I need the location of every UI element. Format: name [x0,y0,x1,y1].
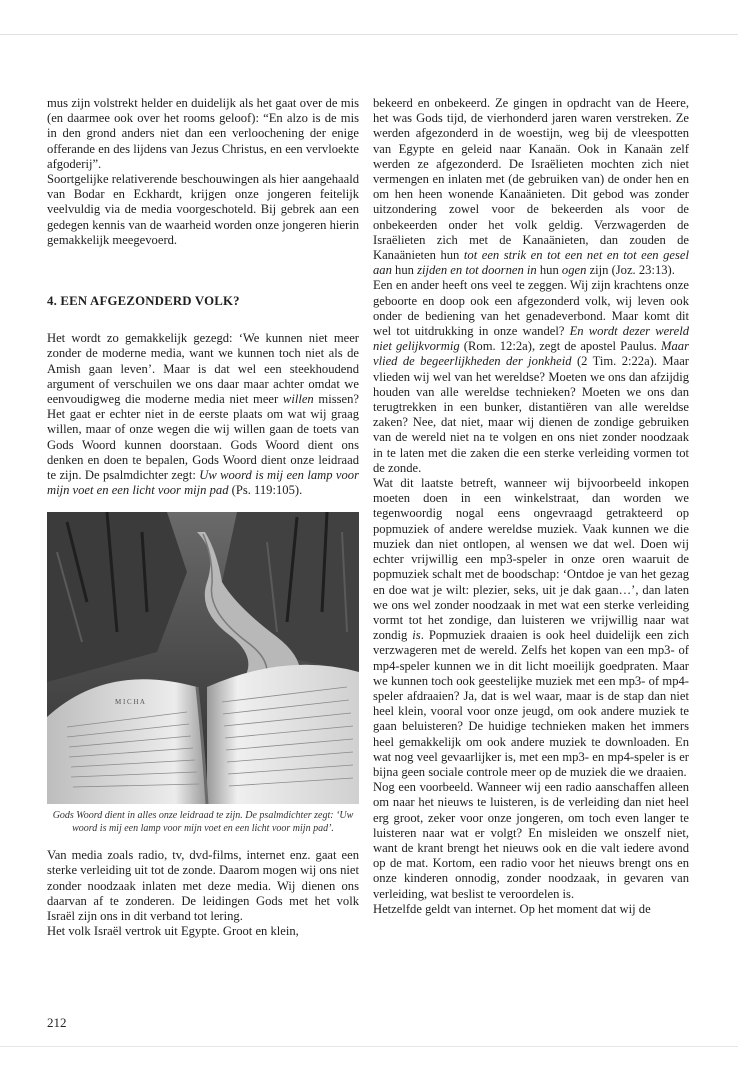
top-rule [0,34,738,35]
right-column [373,96,689,917]
paragraph: Wat dit laatste betreft, wanneer wij bijvoorbeeld inkopen moeten doen in een winkelstraat, dan worden we tegenwoordig nogal eens ongevraagd getrakteerd op popmuziek of andere wereldse muziek. Vaak kunnen we die muziek dan niet ontlopen, al wensen we dat wel. Doen wij echter vrijwillig een mp3-speler in onze oren waaruit de popmuziek schalt met de boodschap: ‘Ontdoe je van het gezag en doe wat je wilt: plezier, seks, uit je dak gaan…’, dan laten we ons wel zonder noodzaak in met wat een sterke verleiding vormt tot het zondige, dan luisteren we vrijwillig naar wat zondig is. Popmuziek draaien is ook heel duidelijk een zich verzwageren met de wereld. Zelfs het kopen van een mp3- of mp4-speler kunnen we in dit licht moeilijk goedpraten. Maar we kunnen toch ook geestelijke muziek met een mp3- of mp4-speler afdraaien? Ja, dat is wel waar, maar is de stap dan niet heel klein, vooral voor onze jeugd, om ook andere muziek te gaan beluisteren? De huidige technieken maken het immers heel gemakkelijk om ook andere muziek te downloaden. En wat nog veel gevaarlijker is, met een mp3- en mp4-speler is er bijna geen sociale controle meer op de muziek die we draaien. [373,476,689,779]
paragraph: Hetzelfde geldt van internet. Op het moment dat wij de [373,901,651,916]
bible-road-photo [47,512,359,804]
left-column [47,96,359,940]
svg-text:M I C H A: M I C H A [115,698,145,707]
paragraph: Van media zoals radio, tv, dvd-films, internet enz. gaat een sterke verleiding uit tot de zonde. Daarom mogen wij ons niet zonder noodzaak inlaten met deze media. Wij dienen ons daarvan af te zonderen. De leidingen Gods met het volk Israël zijn ons in dit verband tot lering. [47,848,359,924]
figure [47,512,359,835]
section-heading: 4. EEN AFGEZONDERD VOLK? [47,294,240,309]
paragraph: Nog een voorbeeld. Wanneer wij een radio aanschaffen alleen om naar het nieuws te luisteren, is de verleiding dan niet heel erg groot, zeker voor onze jongeren, om toch even langer te luisteren naar wat er volgt? En misleiden we onszelf niet, want de krant brengt het nieuws ook en die valt iedere avond op de mat. Kortom, een radio voor het nieuws brengt ons en onze kinderen onnodig, zonder noodzaak, in gevaren van verleiding, wat beslist te veroordelen is. [373,780,689,901]
paragraph: bekeerd en onbekeerd. Ze gingen in opdracht van de Heere, het was Gods tijd, de vierhonderd jaren waren verstreken. Ze werden afgezonderd in de woestijn, weg bij de vleespotten van Egypte en geleid naar Kanaän. Ook in Kanaän zelf werden ze afgezonderd. De Israëlieten mochten zich niet vermengen en inlaten met (de gebruiken van) de onder hen en om hen heen wonende Kanaänieten. Dit gebod was zonder uitzondering zowel voor de bekeerden als voor de onbekeerden onder het volk geldig. Verzwagerden de Israëlieten zich met de Kanaänieten, dan zouden de Kanaänieten hun tot een strik en tot een net en tot een gesel aan hun zijden en tot doornen in hun ogen zijn (Joz. 23:13). [373,96,689,278]
paragraph: Het wordt zo gemakkelijk gezegd: ‘We kunnen niet meer zonder de moderne media, want we kunnen toch niet als de Amish gaan leven’. Maar is dat wel een steekhoudend argument of verschuilen we ons daar maar achter omdat we eenvoudigweg die moderne media niet meer willen missen? Het gaat er echter niet in de eerste plaats om wat wij graag willen, maar of onze wegen die wij willen gaan de toets van Gods Woord kunnen doorstaan. Gods Woord dient ons denken en doen te bepalen, Gods Woord dient onze leidraad te zijn. De psalmdichter zegt: Uw woord is mij een lamp voor mijn voet en een licht voor mijn pad (Ps. 119:105). [47,331,359,498]
paragraph: Het volk Israël vertrok uit Egypte. Groot en klein, [47,924,299,939]
paragraph: Soortgelijke relativerende beschouwingen als hier aangehaald van Bodar en Eckhardt, krijgen onze jongeren feitelijk veelvuldig via de media voorgeschoteld. Bij gebrek aan een gedegen kennis van de waarheid worden onze jongeren hierin gemakkelijk meegevoerd. [47,172,359,247]
paragraph: mus zijn volstrekt helder en duidelijk als het gaat over de mis (en daarmee ook over het rooms geloof): “En alzo is de mis in den grond anders niet dan een verloochening der enige offerande en des lijdens van Jezus Christus, en een vervloekte afgoderij”. [47,96,359,171]
paragraph: Een en ander heeft ons veel te zeggen. Wij zijn krachtens onze geboorte en doop ook een afgezonderd volk, wij leven ook onder de bediening van het genadeverbond. Maar komt dit wel tot uitdrukking in onze wandel? En wordt dezer wereld niet gelijkvormig (Rom. 12:2a), zegt de apostel Paulus. Maar vlied de begeerlijkheden der jonkheid (2 Tim. 2:22a). Maar vlieden wij wel van het wereldse? Moeten we ons dan afzijdig houden van alle wereldse technieken? Moeten we ons dan terugtrekken in een bunker, distantiëren van alle wereldse zaken? Nee, dat niet, maar wij dienen de zondige gebruiken van de wereld niet na te volgen en ons niet zonder noodzaak in te laten met die zaken die een sterke verleiding vormen tot de zonde. [373,278,690,475]
bottom-rule [0,1046,738,1047]
page-number: 212 [47,1015,67,1030]
figure-caption: Gods Woord dient in alles onze leidraad te zijn. De psalmdichter zegt: ‘Uw woord is mij een lamp voor mijn voet en een licht voor mijn pad’. [52,810,354,834]
